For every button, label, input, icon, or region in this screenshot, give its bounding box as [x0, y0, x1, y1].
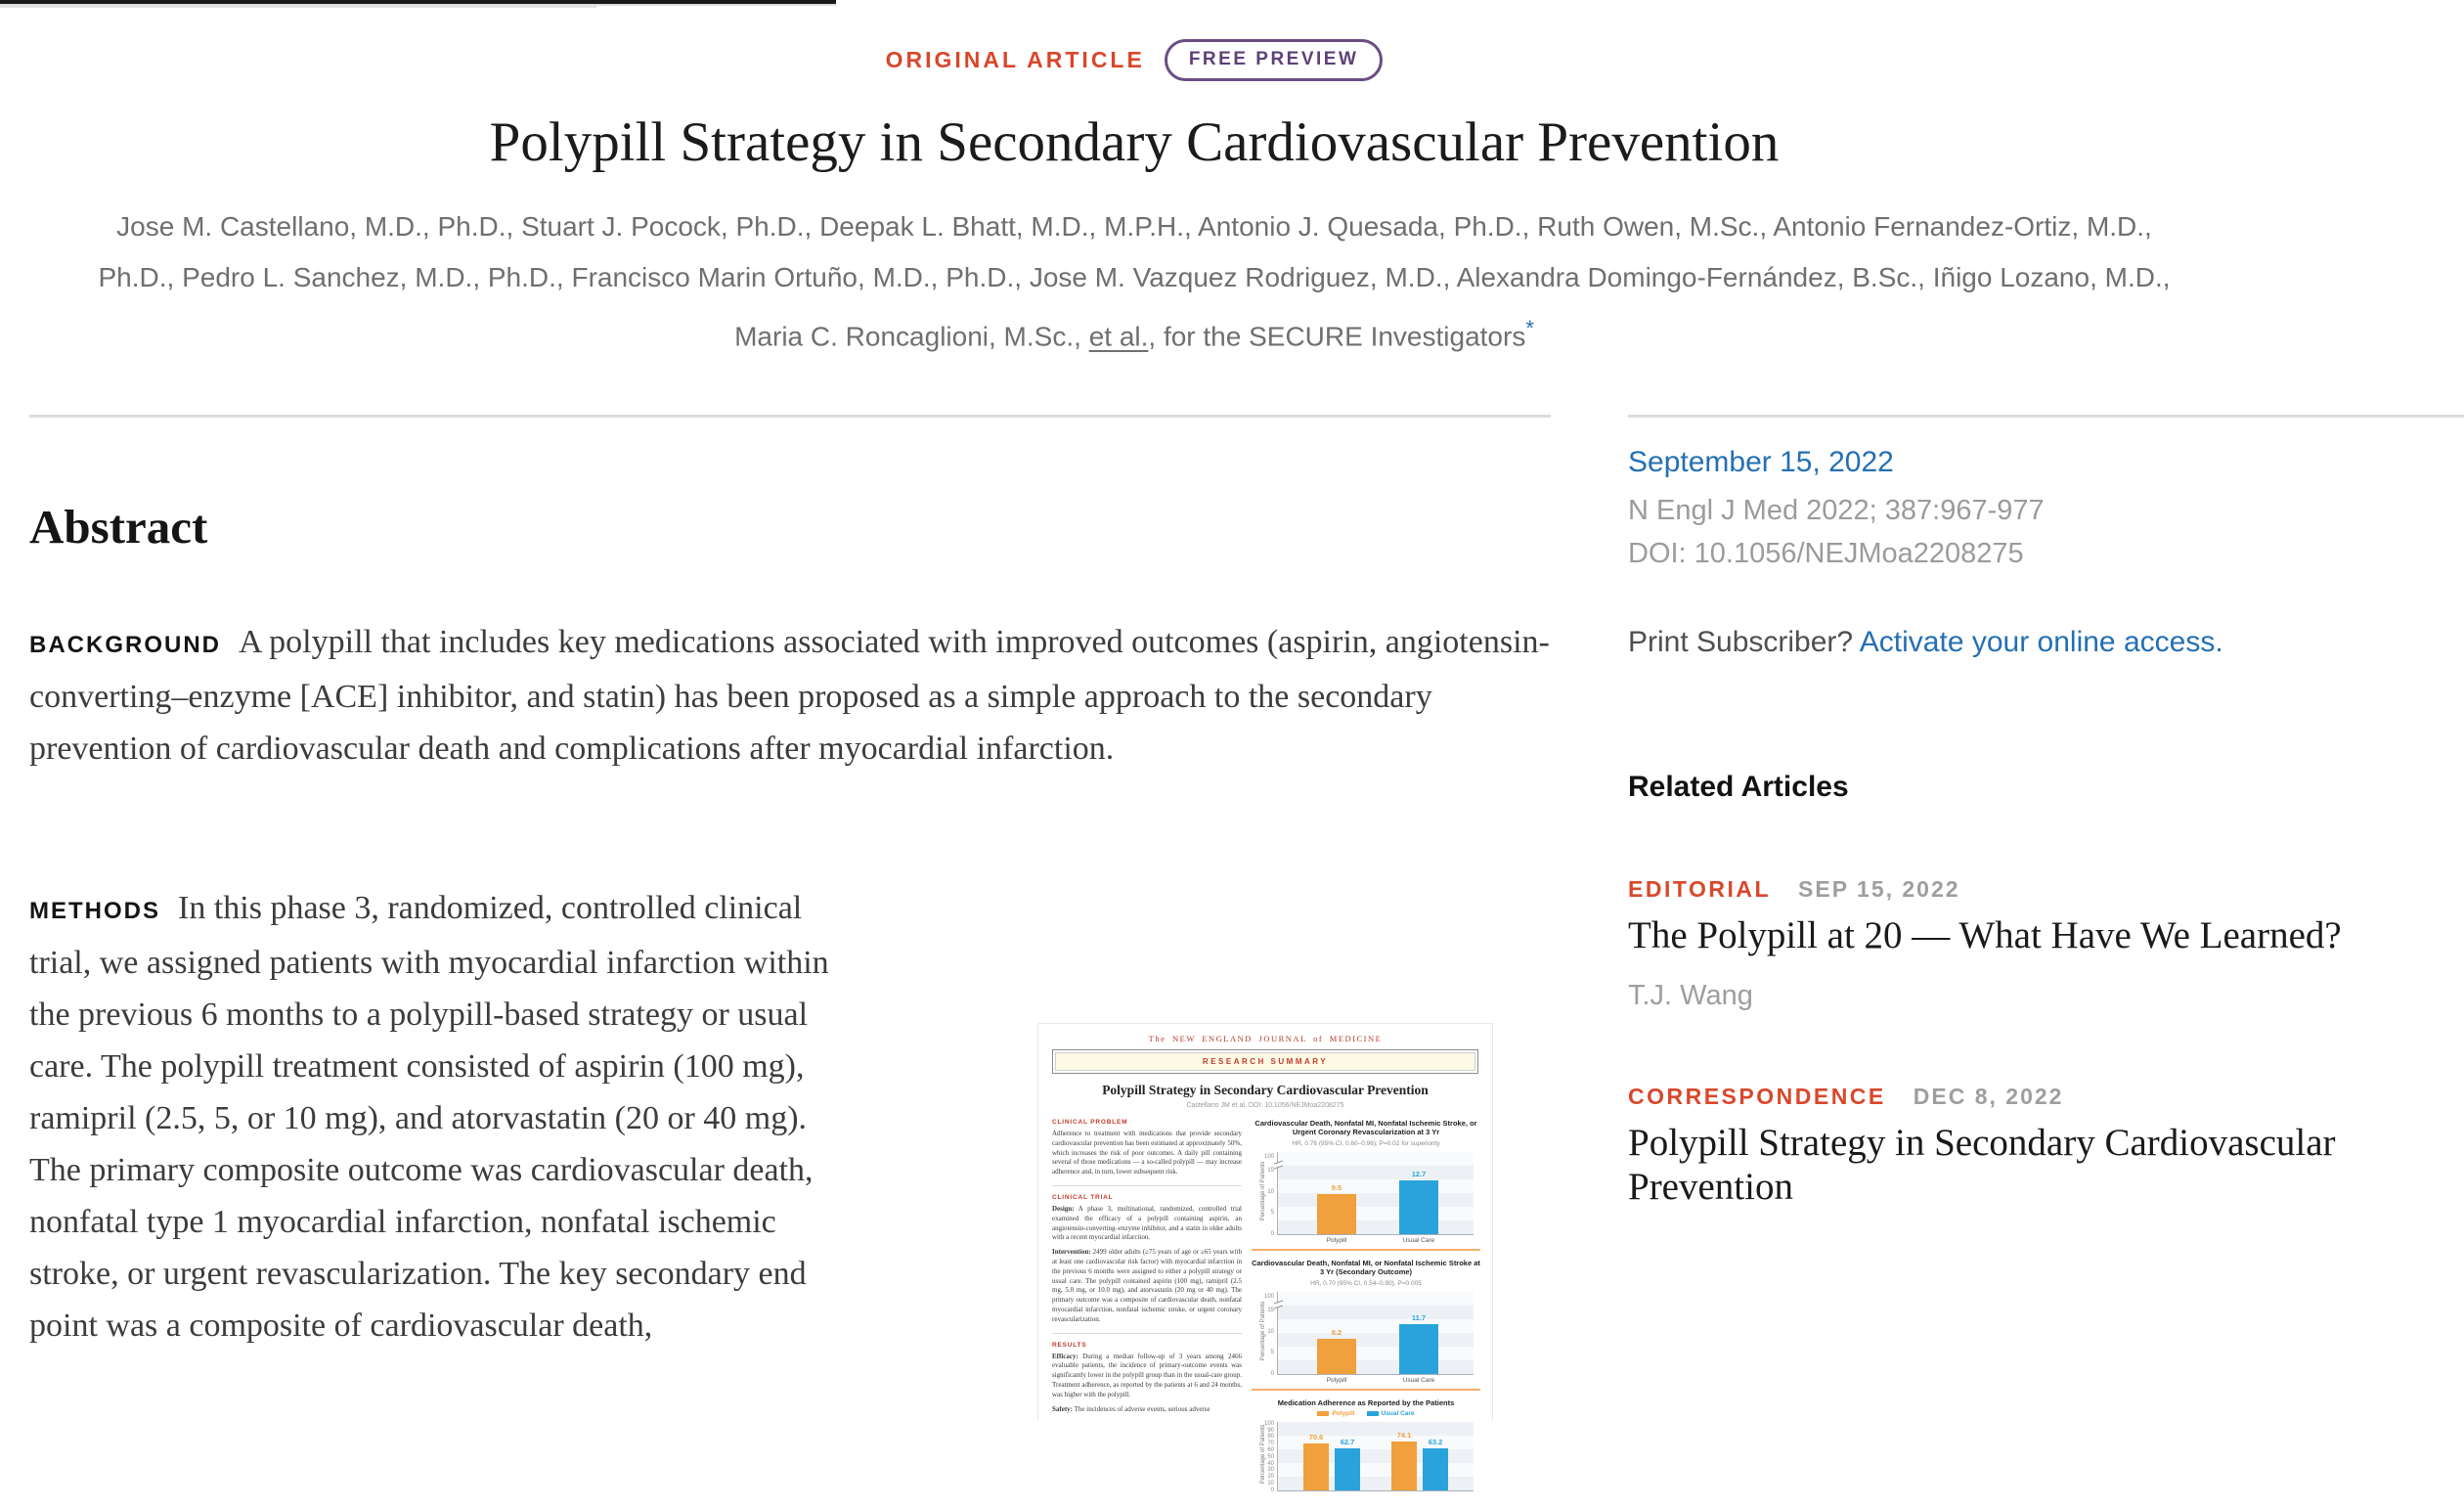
- related-date: DEC 8, 2022: [1913, 1084, 2064, 1109]
- related-type-badge: EDITORIAL: [1628, 876, 1772, 902]
- research-summary-thumbnail[interactable]: [1037, 1023, 1493, 1493]
- journal-citation: N Engl J Med 2022; 387:967-977: [1628, 495, 2045, 526]
- chart-subtitle: HR, 0.76 (95% CI, 0.60–0.96); P=0.02 for superiority: [1292, 1139, 1440, 1147]
- y-axis-tick: 5: [1270, 1350, 1274, 1355]
- page-title: Polypill Strategy in Secondary Cardiovascular Prevention: [489, 111, 1780, 173]
- activate-access-link[interactable]: Activate your online access.: [1859, 626, 2223, 658]
- y-axis-tick: 100: [1263, 1153, 1274, 1160]
- chart-title: Cardiovascular Death, Nonfatal MI, or Nonfatal Ischemic Stroke at 3 Yr (Secondary Outcome): [1252, 1258, 1480, 1277]
- intervention-lead: Intervention:: [1052, 1248, 1091, 1257]
- bar: [1399, 1324, 1438, 1373]
- intervention-text: 2499 older adults (≥75 years of age or ≥65 years with at least one cardiovascular risk factor) with myocardial infarction in the previous 6 months were assigned to either a polypill strategy or usual care. The polypill contained aspirin (100 mg), ramipril (2.5 mg, 5.0 mg, or 10.0 mg), and atorvastatin (20 mg or 40 mg). The primary outcome was a composite of cardiovascular death, nonfatal myocardial infarction, nonfatal ischemic stroke, or urgent coronary revascularization.: [1052, 1248, 1242, 1323]
- investigators-asterisk-link[interactable]: *: [1525, 315, 1534, 340]
- y-axis-tick: 15: [1267, 1308, 1274, 1313]
- design-paragraph: [1052, 1205, 1242, 1243]
- chart-legend: [1252, 1410, 1480, 1417]
- chart-plot: [1260, 1292, 1474, 1384]
- y-axis-tick: 10: [1267, 1481, 1274, 1487]
- chart-plot: [1260, 1152, 1474, 1244]
- author-line: [0, 303, 2268, 362]
- efficacy-paragraph: [1052, 1353, 1242, 1400]
- safety-text: The incidences of adverse events, serious adverse: [1073, 1404, 1210, 1413]
- summary-columns: [1052, 1119, 1478, 1505]
- related-article-title-link[interactable]: The Polypill at 20 — What Have We Learned?: [1628, 914, 2342, 956]
- related-item-meta: [1628, 1084, 2063, 1110]
- author-line-text: Maria C. Roncaglioni, M.Sc.,: [734, 321, 1089, 352]
- intervention-paragraph: [1052, 1248, 1242, 1324]
- y-axis-tick: 70: [1267, 1441, 1274, 1447]
- et-al-link[interactable]: et al.: [1088, 321, 1149, 352]
- y-axis-tick: 90: [1267, 1427, 1274, 1434]
- sidebar-divider: [1628, 415, 2464, 418]
- author-line: Jose M. Castellano, M.D., Ph.D., Stuart J. Pocock, Ph.D., Deepak L. Bhatt, M.D., M.P.H., Antonio J. Quesada, Ph.D., Ruth Owen, M.Sc., Antonio Fernandez-Ortiz, M.D.,: [116, 210, 2152, 242]
- bar: [1423, 1448, 1448, 1490]
- bar: [1303, 1443, 1329, 1490]
- print-subscriber-row: [1628, 626, 2223, 659]
- legend-item: [1367, 1410, 1415, 1417]
- y-axis-tick: 0: [1270, 1370, 1274, 1377]
- y-axis-label: Percentage of Patients: [1260, 1301, 1266, 1360]
- design-text: A phase 3, multinational, randomized, controlled trial examined the efficacy of a polypill containing aspirin, an angiotensin-converting–enzyme inhibitor, and a statin in older adults with a recent myocardial infarction.: [1052, 1204, 1242, 1242]
- free-preview-badge: FREE PREVIEW: [1165, 39, 1384, 81]
- adherence-chart: [1252, 1398, 1480, 1491]
- nejm-masthead: The NEW ENGLAND JOURNAL of MEDICINE: [1148, 1034, 1383, 1043]
- bar-value-label: 8.2: [1331, 1328, 1342, 1338]
- print-subscriber-label: Print Subscriber?: [1628, 626, 1854, 658]
- legend-swatch: [1317, 1411, 1329, 1416]
- safety-paragraph: [1052, 1405, 1242, 1415]
- chart-plot: [1260, 1420, 1474, 1493]
- y-axis-tick: 0: [1270, 1486, 1274, 1493]
- publication-date-link[interactable]: September 15, 2022: [1628, 446, 1894, 478]
- y-axis-tick: 5: [1270, 1210, 1274, 1217]
- y-axis-tick: 0: [1270, 1230, 1274, 1237]
- y-axis-tick: 60: [1267, 1447, 1274, 1454]
- bar: [1391, 1441, 1417, 1490]
- summary-title: Polypill Strategy in Secondary Cardiovascular Prevention: [1102, 1083, 1429, 1097]
- left-column-divider: [29, 415, 1551, 418]
- figure-divider: [0, 6, 596, 8]
- y-axis-tick: 100: [1263, 1420, 1274, 1427]
- related-date: SEP 15, 2022: [1798, 876, 1960, 902]
- research-summary-banner: [1052, 1049, 1478, 1074]
- clinical-trial-heading: CLINICAL TRIAL: [1052, 1193, 1114, 1201]
- results-heading: RESULTS: [1052, 1341, 1087, 1349]
- y-axis-tick: 30: [1267, 1467, 1274, 1474]
- efficacy-text: During a median follow-up of 3 years among 2466 evaluable patients, the incidence of primary-outcome events was significantly lower in the polypill group than in the usual-care group. Treatment adherence, as reported by the patients at 6 and 24 months, was higher with the polypill.: [1052, 1352, 1242, 1398]
- y-axis-tick: 10: [1267, 1328, 1274, 1335]
- y-axis-tick: 20: [1267, 1474, 1274, 1481]
- abstract-background-paragraph: [29, 616, 1551, 775]
- bar-value-label: 12.7: [1411, 1170, 1427, 1179]
- clinical-problem-heading: CLINICAL PROBLEM: [1052, 1119, 1128, 1126]
- bar-value-label: 11.7: [1411, 1313, 1427, 1323]
- primary-outcome-chart: [1252, 1119, 1480, 1244]
- research-summary-banner-text: RESEARCH SUMMARY: [1055, 1052, 1475, 1071]
- abstract-heading: Abstract: [29, 500, 208, 554]
- bar-value-label: 63.2: [1428, 1437, 1443, 1446]
- chart-subtitle: HR, 0.70 (95% CI, 0.54–0.90); P=0.005: [1310, 1279, 1422, 1287]
- y-axis-tick: 10: [1267, 1188, 1274, 1195]
- clinical-problem-text: Adherence to treatment with medications that provide secondary cardiovascular prevention has been estimated at approximately 50%, which increases the risk of poor outcomes. A daily pill containing several of those medications — a so-called polypill — may increase adherence and, in turn, lower subsequent risk.: [1052, 1130, 1242, 1176]
- axis-break-icon: [1274, 1300, 1283, 1308]
- background-text: A polypill that includes key medications associated with improved outcomes (aspirin, angiotensin-converting–enzyme [ACE] inhibitor, and statin) has been proposed as a simple approach to the secondary prevention of cardiovascular death and complications after myocardial infarction.: [29, 624, 1550, 767]
- legend-item: [1317, 1410, 1354, 1417]
- bar: [1399, 1180, 1438, 1234]
- chart-title: Cardiovascular Death, Nonfatal MI, Nonfatal Ischemic Stroke, or Urgent Coronary Revascularization at 3 Yr: [1254, 1119, 1477, 1137]
- y-axis-tick: 15: [1267, 1168, 1274, 1175]
- article-eyebrow: [0, 39, 2268, 81]
- y-axis-tick: 100: [1263, 1293, 1274, 1300]
- bar-value-label: 9.5: [1331, 1182, 1342, 1192]
- section-divider: [1052, 1185, 1242, 1186]
- summary-byline: Castellano JM et al. DOI: 10.1056/NEJMoa2208275: [1186, 1102, 1344, 1109]
- y-axis-tick: 40: [1267, 1460, 1274, 1467]
- chart-divider: [1252, 1249, 1480, 1251]
- design-lead: Design:: [1052, 1204, 1075, 1213]
- x-axis-category: Usual Care: [1402, 1236, 1435, 1244]
- bar: [1335, 1448, 1360, 1490]
- legend-label: Usual Care: [1381, 1409, 1415, 1417]
- x-axis-category: Polypill: [1326, 1376, 1347, 1384]
- bar: [1317, 1339, 1356, 1373]
- doi-text: DOI: 10.1056/NEJMoa2208275: [1628, 538, 2024, 569]
- section-divider: [1052, 1333, 1242, 1334]
- author-line-text: , for the SECURE Investigators: [1148, 321, 1526, 352]
- article-header: [0, 39, 2268, 362]
- y-axis-label: Percentage of Patients: [1260, 1424, 1266, 1485]
- summary-charts-column: [1252, 1119, 1480, 1505]
- related-type-badge: CORRESPONDENCE: [1628, 1084, 1886, 1109]
- article-type-label: ORIGINAL ARTICLE: [885, 47, 1145, 72]
- legend-swatch: [1367, 1411, 1379, 1416]
- bar-value-label: 74.1: [1396, 1430, 1412, 1440]
- axis-break-icon: [1274, 1160, 1283, 1169]
- abstract-methods-paragraph: [29, 882, 856, 1352]
- bar-value-label: 70.6: [1308, 1432, 1324, 1441]
- bar: [1317, 1194, 1356, 1234]
- efficacy-lead: Efficacy:: [1052, 1352, 1078, 1360]
- y-axis-tick: 80: [1267, 1434, 1274, 1441]
- y-axis-tick: 50: [1267, 1453, 1274, 1460]
- related-articles-heading: Related Articles: [1628, 771, 1849, 803]
- legend-label: Polypill: [1332, 1409, 1355, 1417]
- related-article-authors: T.J. Wang: [1628, 980, 1753, 1011]
- author-line: Ph.D., Pedro L. Sanchez, M.D., Ph.D., Francisco Marin Ortuño, M.D., Ph.D., Jose M. Vazquez Rodriguez, M.D., Alexandra Domingo-Fernández, B.Sc., Iñigo Lozano, M.D.,: [98, 261, 2171, 292]
- bar-value-label: 62.7: [1340, 1438, 1355, 1447]
- x-axis-category: Polypill: [1326, 1236, 1347, 1244]
- background-label: BACKGROUND: [29, 632, 221, 658]
- related-item-meta: [1628, 876, 1960, 903]
- safety-lead: Safety:: [1052, 1404, 1073, 1413]
- methods-text: In this phase 3, randomized, controlled clinical trial, we assigned patients with myocardial infarction within the previous 6 months to a polypill-based strategy or usual care. The polypill treatment consisted of aspirin (100 mg), ramipril (2.5, 5, or 10 mg), and atorvastatin (20 or 40 mg). The primary composite outcome was cardiovascular death, nonfatal type 1 myocardial infarction, nonfatal ischemic stroke, or urgent revascularization. The key secondary end point was a composite of cardiovascular death,: [29, 890, 829, 1344]
- secondary-outcome-chart: [1252, 1258, 1480, 1384]
- related-article-title-link[interactable]: Polypill Strategy in Secondary Cardiovascular Prevention: [1628, 1122, 2336, 1208]
- chart-divider: [1252, 1389, 1480, 1391]
- methods-label: METHODS: [29, 898, 160, 924]
- chart-title: Medication Adherence as Reported by the Patients: [1277, 1397, 1455, 1407]
- x-axis-category: Usual Care: [1402, 1376, 1435, 1384]
- author-list: [0, 201, 2268, 362]
- summary-text-column: [1052, 1119, 1242, 1505]
- y-axis-label: Percentage of Patients: [1260, 1161, 1266, 1221]
